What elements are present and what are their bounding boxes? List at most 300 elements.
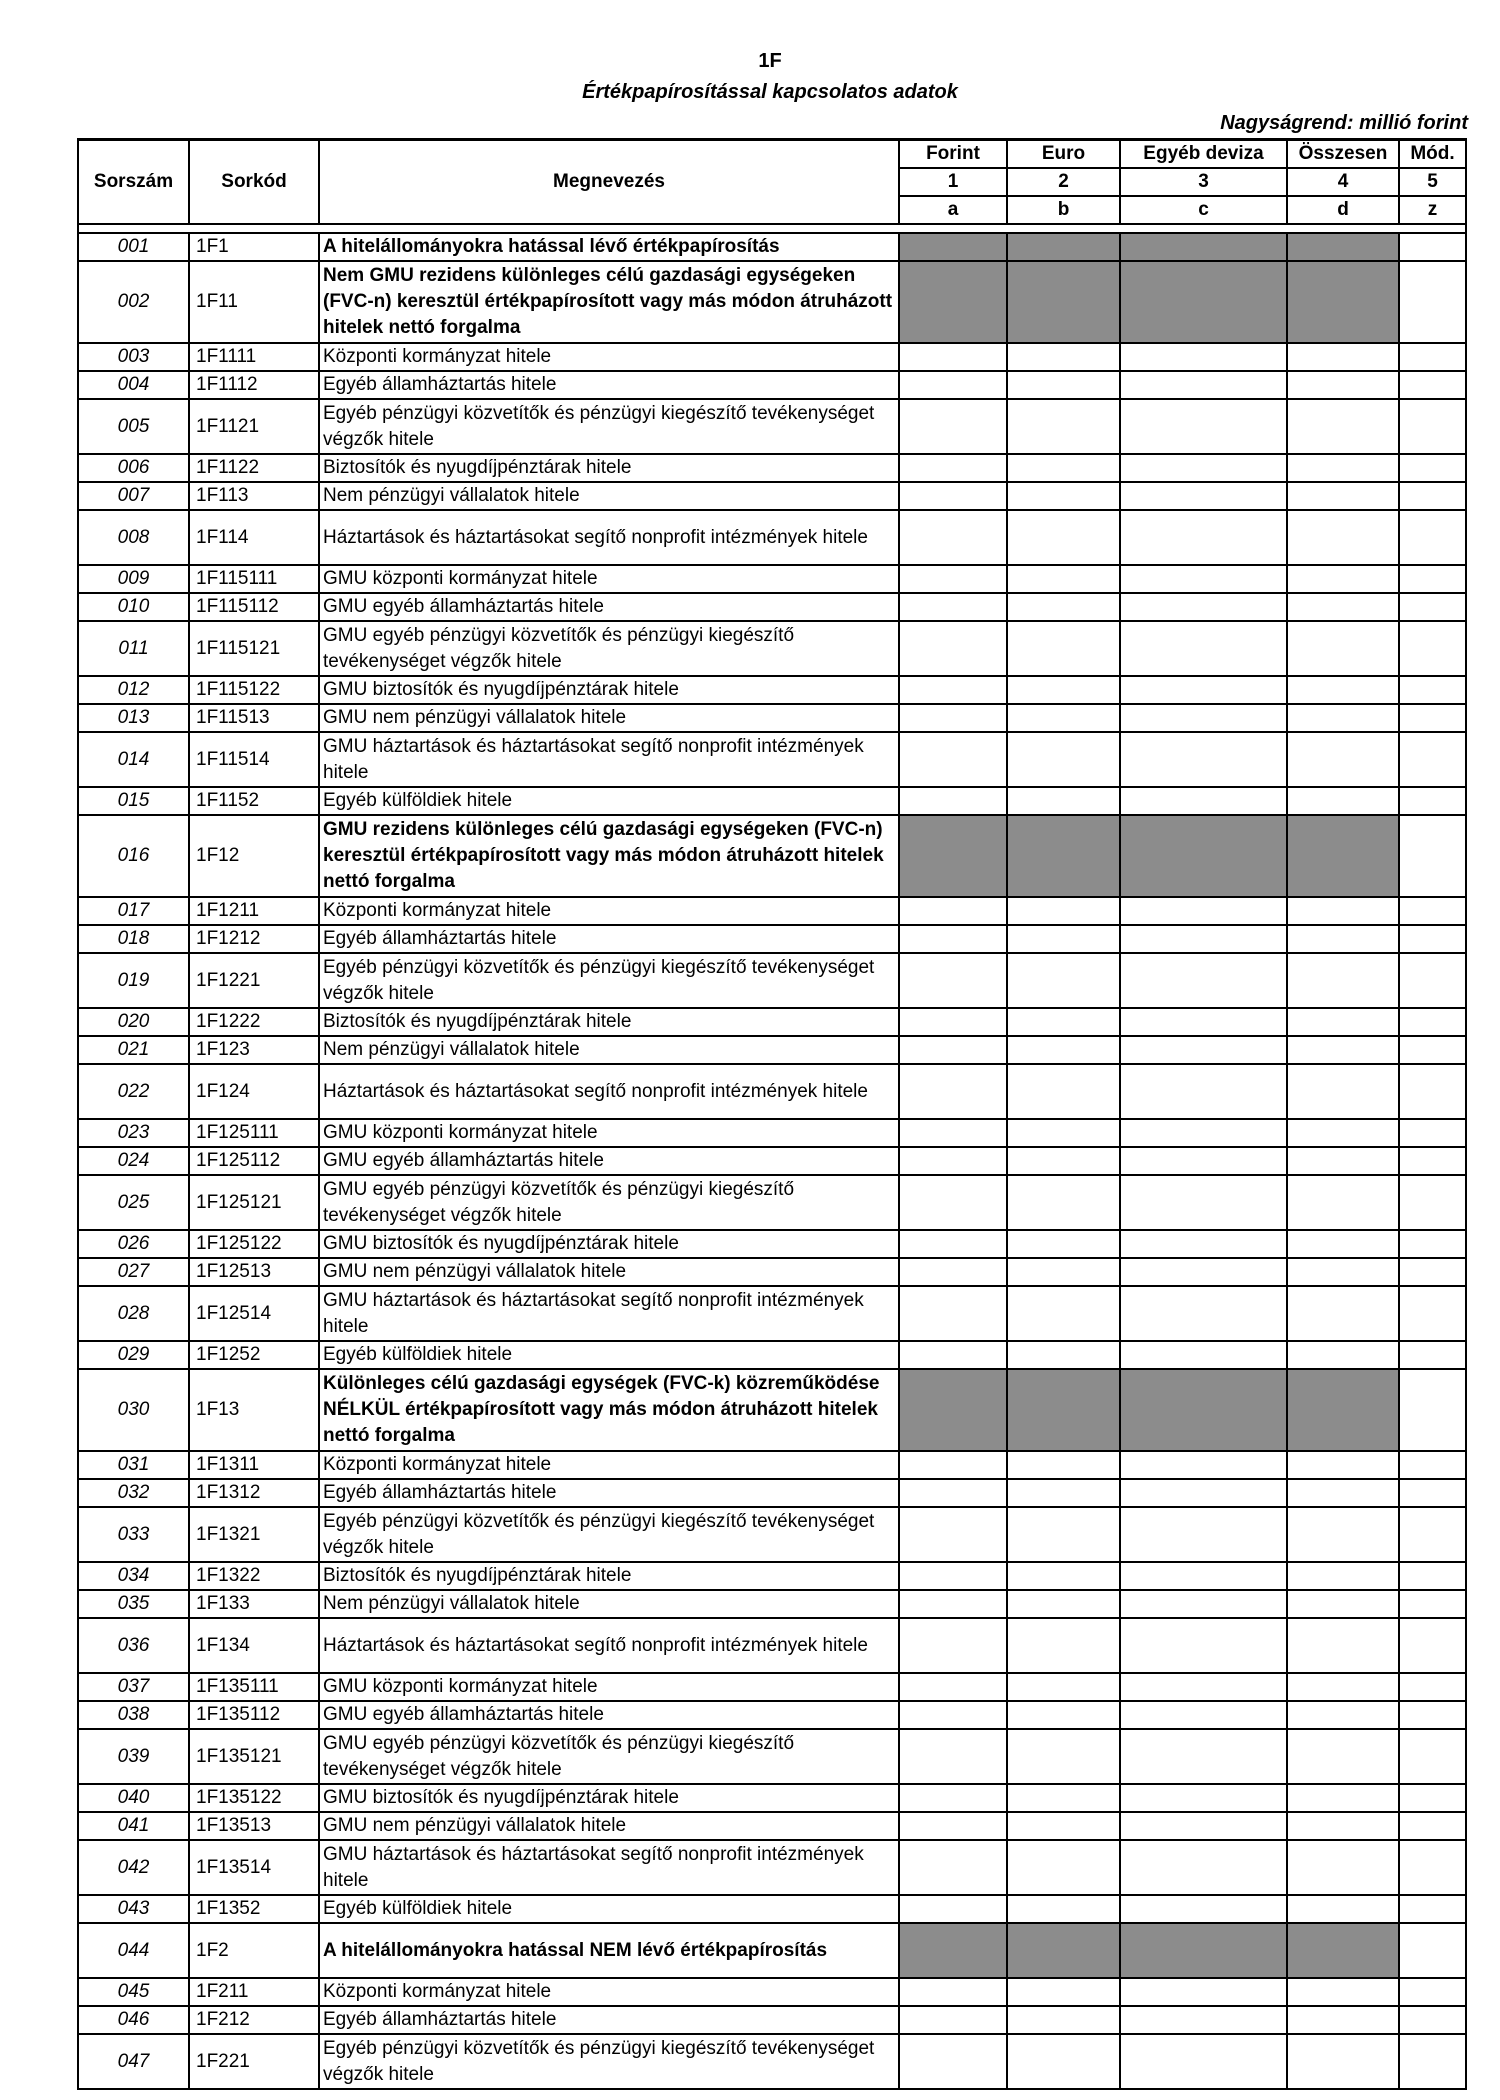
value-cell[interactable]: [899, 1812, 1007, 1840]
value-cell[interactable]: [1007, 787, 1120, 815]
value-cell[interactable]: [1399, 1147, 1466, 1175]
value-cell[interactable]: [899, 1701, 1007, 1729]
row-sorszam: 016: [78, 815, 189, 897]
row-sorkod: 1F13514: [189, 1840, 319, 1895]
value-cell[interactable]: [1287, 621, 1399, 676]
value-cell[interactable]: [1399, 953, 1466, 1008]
value-cell[interactable]: [1007, 482, 1120, 510]
row-megnevezes: Háztartások és háztartásokat segítő nonprofit intézmények hitele: [319, 1064, 899, 1119]
value-cell[interactable]: [1399, 1701, 1466, 1729]
value-cell[interactable]: [1120, 1119, 1287, 1147]
row-sorszam: 021: [78, 1036, 189, 1064]
value-cell[interactable]: [1399, 1923, 1466, 1978]
value-cell[interactable]: [899, 565, 1007, 593]
row-megnevezes: A hitelállományokra hatással lévő értékpapírosítás: [319, 233, 899, 261]
value-cell[interactable]: [1007, 925, 1120, 953]
row-sorkod: 1F135111: [189, 1673, 319, 1701]
value-cell[interactable]: [1399, 482, 1466, 510]
value-cell[interactable]: [1399, 1036, 1466, 1064]
value-cell[interactable]: [1007, 2034, 1120, 2089]
value-cell[interactable]: [1287, 1230, 1399, 1258]
value-cell[interactable]: [1007, 371, 1120, 399]
row-sorszam: 045: [78, 1978, 189, 2006]
value-cell[interactable]: [1287, 1147, 1399, 1175]
row-sorkod: 1F13: [189, 1369, 319, 1451]
value-cell[interactable]: [1120, 1812, 1287, 1840]
value-cell[interactable]: [1287, 732, 1399, 787]
table-row: [78, 343, 1466, 371]
shaded-cell: [1007, 261, 1120, 343]
value-cell[interactable]: [1120, 1895, 1287, 1923]
row-sorszam: 024: [78, 1147, 189, 1175]
row-sorszam: 043: [78, 1895, 189, 1923]
value-cell[interactable]: [899, 2006, 1007, 2034]
row-sorkod: 1F1321: [189, 1507, 319, 1562]
value-cell[interactable]: [899, 621, 1007, 676]
table-row: [78, 454, 1466, 482]
value-cell[interactable]: [1007, 1175, 1120, 1230]
value-cell[interactable]: [1399, 1784, 1466, 1812]
value-cell[interactable]: [899, 343, 1007, 371]
value-cell[interactable]: [1399, 1286, 1466, 1341]
value-cell[interactable]: [899, 1479, 1007, 1507]
value-cell[interactable]: [1007, 510, 1120, 565]
shaded-cell: [1007, 815, 1120, 897]
value-cell[interactable]: [1287, 1451, 1399, 1479]
row-sorkod: 1F1122: [189, 454, 319, 482]
value-cell[interactable]: [1399, 787, 1466, 815]
row-megnevezes: Egyéb államháztartás hitele: [319, 925, 899, 953]
value-cell[interactable]: [1287, 1008, 1399, 1036]
value-cell[interactable]: [1399, 925, 1466, 953]
value-cell[interactable]: [1399, 261, 1466, 343]
value-cell[interactable]: [1399, 1729, 1466, 1784]
value-cell[interactable]: [1007, 676, 1120, 704]
value-cell[interactable]: [899, 1673, 1007, 1701]
value-cell[interactable]: [899, 399, 1007, 454]
value-cell[interactable]: [1287, 1978, 1399, 2006]
value-cell[interactable]: [1120, 1064, 1287, 1119]
table-row: [78, 1008, 1466, 1036]
row-sorkod: 1F11513: [189, 704, 319, 732]
value-cell[interactable]: [1120, 343, 1287, 371]
row-sorkod: 1F12514: [189, 1286, 319, 1341]
value-cell[interactable]: [899, 704, 1007, 732]
value-cell[interactable]: [1287, 1036, 1399, 1064]
value-cell[interactable]: [1399, 371, 1466, 399]
row-sorszam: 009: [78, 565, 189, 593]
value-cell[interactable]: [1287, 1701, 1399, 1729]
row-sorszam: 008: [78, 510, 189, 565]
table-row: [78, 1147, 1466, 1175]
value-cell[interactable]: [1007, 1119, 1120, 1147]
value-cell[interactable]: [1007, 1479, 1120, 1507]
value-cell[interactable]: [1007, 1673, 1120, 1701]
shaded-cell: [1007, 233, 1120, 261]
value-cell[interactable]: [1399, 2006, 1466, 2034]
value-cell[interactable]: [1399, 732, 1466, 787]
value-cell[interactable]: [1287, 565, 1399, 593]
row-megnevezes: GMU központi kormányzat hitele: [319, 1119, 899, 1147]
value-cell[interactable]: [1287, 1562, 1399, 1590]
value-cell[interactable]: [899, 454, 1007, 482]
value-cell[interactable]: [1007, 454, 1120, 482]
value-cell[interactable]: [899, 1341, 1007, 1369]
value-cell[interactable]: [1120, 1008, 1287, 1036]
value-cell[interactable]: [1120, 732, 1287, 787]
value-cell[interactable]: [899, 1036, 1007, 1064]
value-cell[interactable]: [1287, 704, 1399, 732]
value-cell[interactable]: [899, 1729, 1007, 1784]
value-cell[interactable]: [1287, 1673, 1399, 1701]
value-cell[interactable]: [1399, 454, 1466, 482]
value-cell[interactable]: [1399, 1341, 1466, 1369]
row-sorkod: 1F1221: [189, 953, 319, 1008]
value-cell[interactable]: [899, 1286, 1007, 1341]
row-sorkod: 1F115121: [189, 621, 319, 676]
value-cell[interactable]: [1287, 1840, 1399, 1895]
value-cell[interactable]: [1287, 1729, 1399, 1784]
value-cell[interactable]: [899, 925, 1007, 953]
value-cell[interactable]: [899, 593, 1007, 621]
row-megnevezes: Központi kormányzat hitele: [319, 897, 899, 925]
value-cell[interactable]: [1007, 1895, 1120, 1923]
value-cell[interactable]: [1120, 787, 1287, 815]
value-cell[interactable]: [899, 1840, 1007, 1895]
shaded-cell: [899, 1369, 1007, 1451]
row-sorkod: 1F1212: [189, 925, 319, 953]
row-sorszam: 030: [78, 1369, 189, 1451]
table-row: [78, 261, 1466, 343]
row-megnevezes: Biztosítók és nyugdíjpénztárak hitele: [319, 1562, 899, 1590]
value-cell[interactable]: [899, 1590, 1007, 1618]
row-sorkod: 1F114: [189, 510, 319, 565]
shaded-cell: [1120, 233, 1287, 261]
value-cell[interactable]: [1287, 925, 1399, 953]
value-cell[interactable]: [1007, 399, 1120, 454]
value-cell[interactable]: [1399, 1119, 1466, 1147]
value-cell[interactable]: [1007, 1590, 1120, 1618]
value-cell[interactable]: [1120, 371, 1287, 399]
header-col-letter: z: [1399, 196, 1466, 224]
value-cell[interactable]: [1007, 1701, 1120, 1729]
value-cell[interactable]: [899, 1562, 1007, 1590]
value-cell[interactable]: [899, 1230, 1007, 1258]
unit-note: Nagyságrend: millió forint: [1220, 112, 1468, 134]
row-megnevezes: GMU háztartások és háztartásokat segítő nonprofit intézmények hitele: [319, 732, 899, 787]
value-cell[interactable]: [1120, 1729, 1287, 1784]
value-cell[interactable]: [1399, 1479, 1466, 1507]
header-col-letter: d: [1287, 196, 1399, 224]
value-cell[interactable]: [1287, 1175, 1399, 1230]
value-cell[interactable]: [1120, 676, 1287, 704]
value-cell[interactable]: [1287, 1507, 1399, 1562]
value-cell[interactable]: [1007, 1729, 1120, 1784]
table-row: [78, 482, 1466, 510]
value-cell[interactable]: [1007, 1451, 1120, 1479]
value-cell[interactable]: [1399, 1618, 1466, 1673]
row-sorszam: 015: [78, 787, 189, 815]
value-cell[interactable]: [1120, 1618, 1287, 1673]
value-cell[interactable]: [899, 953, 1007, 1008]
value-cell[interactable]: [1287, 1341, 1399, 1369]
row-sorszam: 033: [78, 1507, 189, 1562]
row-sorszam: 027: [78, 1258, 189, 1286]
row-megnevezes: Egyéb pénzügyi közvetítők és pénzügyi kiegészítő tevékenységet végzők hitele: [319, 2034, 899, 2089]
table-row: [78, 2006, 1466, 2034]
value-cell[interactable]: [1120, 1701, 1287, 1729]
value-cell[interactable]: [1399, 343, 1466, 371]
value-cell[interactable]: [899, 1451, 1007, 1479]
shaded-cell: [1120, 261, 1287, 343]
value-cell[interactable]: [1287, 343, 1399, 371]
value-cell[interactable]: [1120, 482, 1287, 510]
shaded-cell: [1287, 1369, 1399, 1451]
value-cell[interactable]: [1287, 454, 1399, 482]
value-cell[interactable]: [899, 1507, 1007, 1562]
value-cell[interactable]: [1007, 565, 1120, 593]
value-cell[interactable]: [1399, 1230, 1466, 1258]
value-cell[interactable]: [1287, 1119, 1399, 1147]
value-cell[interactable]: [1120, 1286, 1287, 1341]
value-cell[interactable]: [899, 1978, 1007, 2006]
value-cell[interactable]: [1399, 1258, 1466, 1286]
value-cell[interactable]: [1399, 815, 1466, 897]
value-cell[interactable]: [1120, 1451, 1287, 1479]
value-cell[interactable]: [1399, 1840, 1466, 1895]
value-cell[interactable]: [1120, 1341, 1287, 1369]
value-cell[interactable]: [1120, 2034, 1287, 2089]
value-cell[interactable]: [1399, 399, 1466, 454]
value-cell[interactable]: [1399, 897, 1466, 925]
value-cell[interactable]: [1007, 953, 1120, 1008]
value-cell[interactable]: [1007, 1812, 1120, 1840]
shaded-cell: [899, 1923, 1007, 1978]
row-sorszam: 042: [78, 1840, 189, 1895]
row-sorkod: 1F212: [189, 2006, 319, 2034]
value-cell[interactable]: [899, 1008, 1007, 1036]
value-cell[interactable]: [1120, 953, 1287, 1008]
value-cell[interactable]: [1399, 1673, 1466, 1701]
value-cell[interactable]: [1399, 1451, 1466, 1479]
value-cell[interactable]: [899, 482, 1007, 510]
row-megnevezes: Nem pénzügyi vállalatok hitele: [319, 1036, 899, 1064]
value-cell[interactable]: [1287, 787, 1399, 815]
row-megnevezes: GMU egyéb pénzügyi közvetítők és pénzügyi kiegészítő tevékenységet végzők hitele: [319, 621, 899, 676]
value-cell[interactable]: [1120, 1175, 1287, 1230]
value-cell[interactable]: [1120, 1479, 1287, 1507]
value-cell[interactable]: [899, 732, 1007, 787]
value-cell[interactable]: [1399, 1507, 1466, 1562]
value-cell[interactable]: [1007, 704, 1120, 732]
value-cell[interactable]: [1007, 1230, 1120, 1258]
value-cell[interactable]: [899, 1784, 1007, 1812]
value-cell[interactable]: [899, 2034, 1007, 2089]
value-cell[interactable]: [1399, 1562, 1466, 1590]
row-sorszam: 020: [78, 1008, 189, 1036]
table-row: [78, 1036, 1466, 1064]
header-col-number: 1: [899, 168, 1007, 196]
value-cell[interactable]: [1287, 1618, 1399, 1673]
value-cell[interactable]: [1287, 482, 1399, 510]
value-cell[interactable]: [1007, 1286, 1120, 1341]
value-cell[interactable]: [1399, 704, 1466, 732]
value-cell[interactable]: [899, 676, 1007, 704]
value-cell[interactable]: [1120, 1258, 1287, 1286]
value-cell[interactable]: [899, 371, 1007, 399]
value-cell[interactable]: [1287, 2006, 1399, 2034]
value-cell[interactable]: [1287, 953, 1399, 1008]
value-cell[interactable]: [1399, 1978, 1466, 2006]
value-cell[interactable]: [1399, 1175, 1466, 1230]
row-sorkod: 1F1352: [189, 1895, 319, 1923]
row-sorszam: 039: [78, 1729, 189, 1784]
value-cell[interactable]: [1120, 925, 1287, 953]
value-cell[interactable]: [1287, 399, 1399, 454]
value-cell[interactable]: [1007, 897, 1120, 925]
value-cell[interactable]: [899, 1895, 1007, 1923]
value-cell[interactable]: [1399, 676, 1466, 704]
value-cell[interactable]: [1399, 1008, 1466, 1036]
value-cell[interactable]: [899, 1119, 1007, 1147]
value-cell[interactable]: [1007, 1507, 1120, 1562]
value-cell[interactable]: [1287, 510, 1399, 565]
row-sorszam: 044: [78, 1923, 189, 1978]
value-cell[interactable]: [1120, 2006, 1287, 2034]
value-cell[interactable]: [1120, 1230, 1287, 1258]
value-cell[interactable]: [1007, 343, 1120, 371]
shaded-cell: [1007, 1369, 1120, 1451]
value-cell[interactable]: [1007, 1562, 1120, 1590]
value-cell[interactable]: [1007, 1978, 1120, 2006]
value-cell[interactable]: [1120, 1840, 1287, 1895]
value-cell[interactable]: [1007, 2006, 1120, 2034]
table-row: [78, 1451, 1466, 1479]
value-cell[interactable]: [1007, 1036, 1120, 1064]
row-sorszam: 007: [78, 482, 189, 510]
row-sorkod: 1F115111: [189, 565, 319, 593]
value-cell[interactable]: [1287, 1784, 1399, 1812]
value-cell[interactable]: [1007, 1618, 1120, 1673]
value-cell[interactable]: [1120, 704, 1287, 732]
value-cell[interactable]: [1287, 1258, 1399, 1286]
value-cell[interactable]: [1287, 1812, 1399, 1840]
value-cell[interactable]: [1007, 593, 1120, 621]
value-cell[interactable]: [899, 1175, 1007, 1230]
value-cell[interactable]: [1399, 1064, 1466, 1119]
row-sorszam: 046: [78, 2006, 189, 2034]
value-cell[interactable]: [899, 1147, 1007, 1175]
table-row: [78, 1369, 1466, 1451]
value-cell[interactable]: [1120, 621, 1287, 676]
value-cell[interactable]: [1007, 1008, 1120, 1036]
value-cell[interactable]: [1007, 1784, 1120, 1812]
value-cell[interactable]: [899, 787, 1007, 815]
row-sorkod: 1F115112: [189, 593, 319, 621]
value-cell[interactable]: [1007, 621, 1120, 676]
value-cell[interactable]: [1007, 1147, 1120, 1175]
value-cell[interactable]: [1120, 897, 1287, 925]
value-cell[interactable]: [899, 1618, 1007, 1673]
value-cell[interactable]: [1287, 2034, 1399, 2089]
row-megnevezes: Egyéb külföldiek hitele: [319, 787, 899, 815]
value-cell[interactable]: [1287, 1590, 1399, 1618]
value-cell[interactable]: [1287, 1895, 1399, 1923]
value-cell[interactable]: [899, 1064, 1007, 1119]
value-cell[interactable]: [1399, 1895, 1466, 1923]
value-cell[interactable]: [1007, 1258, 1120, 1286]
value-cell[interactable]: [1399, 510, 1466, 565]
value-cell[interactable]: [1120, 1590, 1287, 1618]
value-cell[interactable]: [1120, 1562, 1287, 1590]
table-row: [78, 676, 1466, 704]
table-row: [78, 1701, 1466, 1729]
row-sorkod: 1F125111: [189, 1119, 319, 1147]
value-cell[interactable]: [1007, 1840, 1120, 1895]
value-cell[interactable]: [1007, 1341, 1120, 1369]
shaded-cell: [1007, 1923, 1120, 1978]
table-row: [78, 1618, 1466, 1673]
row-sorszam: 011: [78, 621, 189, 676]
value-cell[interactable]: [1120, 1147, 1287, 1175]
value-cell[interactable]: [1287, 1479, 1399, 1507]
value-cell[interactable]: [1287, 1286, 1399, 1341]
value-cell[interactable]: [1287, 593, 1399, 621]
value-cell[interactable]: [1399, 565, 1466, 593]
value-cell[interactable]: [1120, 1978, 1287, 2006]
table-row: [78, 1895, 1466, 1923]
value-cell[interactable]: [1120, 510, 1287, 565]
row-sorszam: 017: [78, 897, 189, 925]
value-cell[interactable]: [1287, 676, 1399, 704]
data-table: [77, 138, 1467, 2090]
row-sorszam: 038: [78, 1701, 189, 1729]
row-sorszam: 029: [78, 1341, 189, 1369]
value-cell[interactable]: [899, 897, 1007, 925]
value-cell[interactable]: [1399, 1812, 1466, 1840]
row-sorkod: 1F11514: [189, 732, 319, 787]
value-cell[interactable]: [1287, 1064, 1399, 1119]
value-cell[interactable]: [899, 1258, 1007, 1286]
value-cell[interactable]: [1399, 233, 1466, 261]
row-sorkod: 1F1152: [189, 787, 319, 815]
value-cell[interactable]: [1287, 371, 1399, 399]
row-megnevezes: Nem GMU rezidens különleges célú gazdasági egységeken (FVC-n) keresztül értékpapírosított vagy más módon átruházott hitelek nettó forgalma: [319, 261, 899, 343]
value-cell[interactable]: [1120, 1507, 1287, 1562]
value-cell[interactable]: [1120, 1784, 1287, 1812]
value-cell[interactable]: [1007, 732, 1120, 787]
row-sorszam: 047: [78, 2034, 189, 2089]
value-cell[interactable]: [899, 510, 1007, 565]
value-cell[interactable]: [1399, 2034, 1466, 2089]
value-cell[interactable]: [1120, 1036, 1287, 1064]
value-cell[interactable]: [1120, 1673, 1287, 1701]
table-row: [78, 371, 1466, 399]
shaded-cell: [899, 815, 1007, 897]
row-megnevezes: GMU biztosítók és nyugdíjpénztárak hitele: [319, 1230, 899, 1258]
value-cell[interactable]: [1399, 621, 1466, 676]
value-cell[interactable]: [1399, 1590, 1466, 1618]
value-cell[interactable]: [1007, 1064, 1120, 1119]
value-cell[interactable]: [1120, 399, 1287, 454]
value-cell[interactable]: [1120, 454, 1287, 482]
value-cell[interactable]: [1399, 1369, 1466, 1451]
table-row: [78, 1978, 1466, 2006]
value-cell[interactable]: [1399, 593, 1466, 621]
value-cell[interactable]: [1120, 593, 1287, 621]
value-cell[interactable]: [1120, 565, 1287, 593]
value-cell[interactable]: [1287, 897, 1399, 925]
